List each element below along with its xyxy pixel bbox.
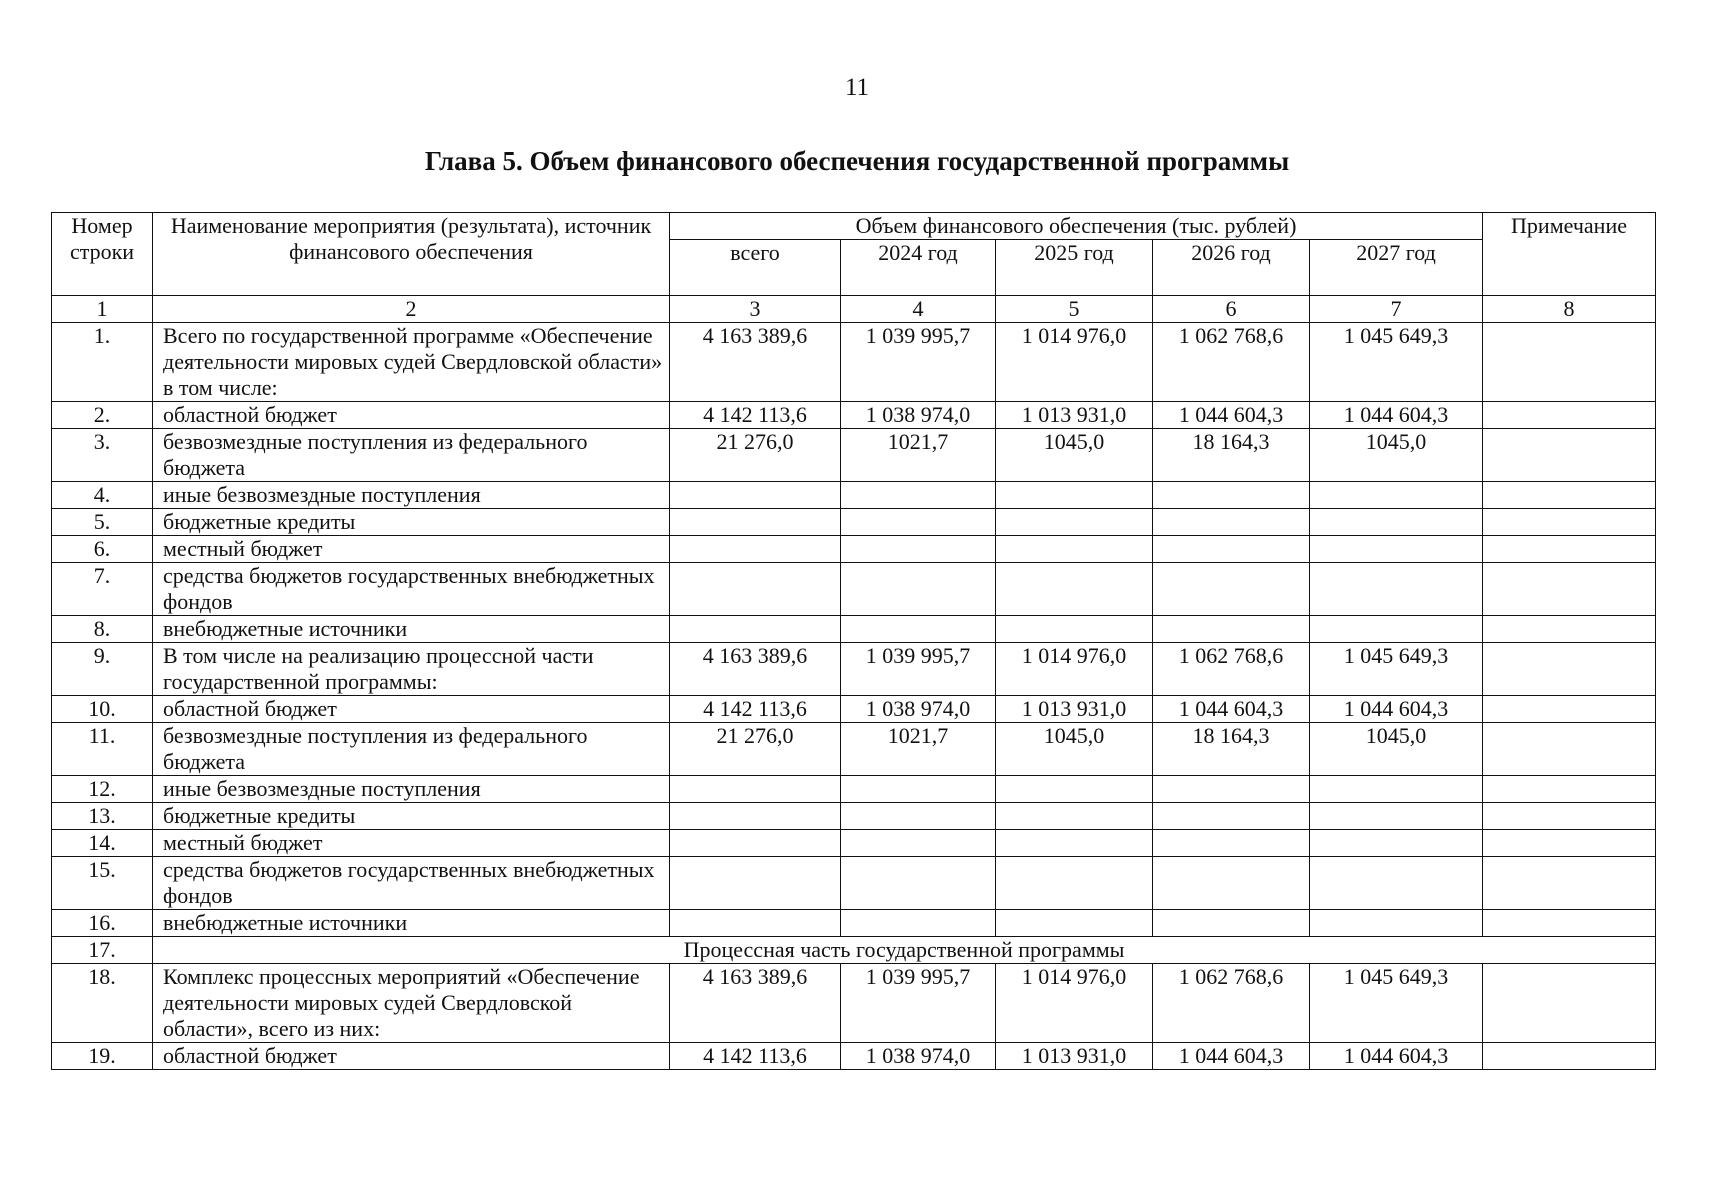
value-2024 — [841, 563, 996, 616]
value-2026 — [1153, 776, 1310, 803]
value-2026: 1 044 604,3 — [1153, 402, 1310, 429]
value-2027 — [1310, 509, 1483, 536]
value-2025 — [996, 536, 1153, 563]
value-2027: 1045,0 — [1310, 723, 1483, 776]
value-2027 — [1310, 563, 1483, 616]
row-number: 2. — [52, 402, 153, 429]
row-number: 17. — [52, 937, 153, 964]
row-note — [1483, 1043, 1656, 1070]
value-2027 — [1310, 857, 1483, 910]
value-2027 — [1310, 776, 1483, 803]
value-total — [670, 830, 841, 857]
value-2027 — [1310, 616, 1483, 643]
value-2025: 1045,0 — [996, 429, 1153, 482]
value-2025: 1 013 931,0 — [996, 1043, 1153, 1070]
value-2024: 1 038 974,0 — [841, 402, 996, 429]
value-total — [670, 482, 841, 509]
row-number: 11. — [52, 723, 153, 776]
value-2024 — [841, 776, 996, 803]
row-number: 16. — [52, 910, 153, 937]
value-2025 — [996, 803, 1153, 830]
chapter-title: Глава 5. Объем финансового обеспечения государственной программы — [424, 146, 1290, 176]
row-name: местный бюджет — [153, 536, 670, 563]
value-total: 4 163 389,6 — [670, 964, 841, 1043]
value-total — [670, 563, 841, 616]
row-note — [1483, 616, 1656, 643]
value-2026: 1 062 768,6 — [1153, 323, 1310, 402]
value-total — [670, 857, 841, 910]
section-row — [52, 937, 1656, 964]
page-number: 11 — [844, 74, 870, 101]
row-note — [1483, 482, 1656, 509]
row-number: 3. — [52, 429, 153, 482]
header-volume: Объем финансового обеспечения (тыс. рублей) — [670, 213, 1483, 240]
row-name: В том числе на реализацию процессной части государственной программы: — [153, 643, 670, 696]
value-2024 — [841, 830, 996, 857]
column-number: 5 — [996, 296, 1153, 323]
row-number: 10. — [52, 696, 153, 723]
value-total — [670, 509, 841, 536]
value-2024: 1 038 974,0 — [841, 1043, 996, 1070]
value-2025 — [996, 563, 1153, 616]
value-total — [670, 910, 841, 937]
value-2026: 18 164,3 — [1153, 429, 1310, 482]
row-name: внебюджетные источники — [153, 910, 670, 937]
value-2027 — [1310, 482, 1483, 509]
value-2026 — [1153, 482, 1310, 509]
value-2025: 1 013 931,0 — [996, 402, 1153, 429]
table-row — [52, 776, 1656, 803]
column-number: 7 — [1310, 296, 1483, 323]
row-number: 14. — [52, 830, 153, 857]
value-2024: 1 038 974,0 — [841, 696, 996, 723]
value-2025: 1045,0 — [996, 723, 1153, 776]
value-2024 — [841, 482, 996, 509]
header-name: Наименование мероприятия (результата), источник финансового обеспечения — [153, 213, 670, 296]
column-number: 1 — [52, 296, 153, 323]
value-2024: 1 039 995,7 — [841, 643, 996, 696]
value-2027: 1 045 649,3 — [1310, 323, 1483, 402]
table-row — [52, 536, 1656, 563]
row-name: Всего по государственной программе «Обеспечение деятельности мировых судей Свердловской области» в том числе: — [153, 323, 670, 402]
value-2026: 1 044 604,3 — [1153, 1043, 1310, 1070]
value-total: 4 142 113,6 — [670, 696, 841, 723]
row-name: бюджетные кредиты — [153, 509, 670, 536]
value-2025 — [996, 776, 1153, 803]
value-2024: 1021,7 — [841, 723, 996, 776]
table-row — [52, 857, 1656, 910]
value-2025: 1 013 931,0 — [996, 696, 1153, 723]
value-2025 — [996, 830, 1153, 857]
value-2026: 1 062 768,6 — [1153, 643, 1310, 696]
row-note — [1483, 563, 1656, 616]
value-2025 — [996, 509, 1153, 536]
table-row — [52, 910, 1656, 937]
table-row — [52, 643, 1656, 696]
value-2025: 1 014 976,0 — [996, 964, 1153, 1043]
table-row — [52, 964, 1656, 1043]
table-row — [52, 723, 1656, 776]
row-number: 4. — [52, 482, 153, 509]
value-2026 — [1153, 616, 1310, 643]
value-2025 — [996, 857, 1153, 910]
value-2026: 18 164,3 — [1153, 723, 1310, 776]
table-row — [52, 803, 1656, 830]
row-number: 15. — [52, 857, 153, 910]
header-2027: 2027 год — [1310, 240, 1483, 296]
row-number: 5. — [52, 509, 153, 536]
row-number: 6. — [52, 536, 153, 563]
value-total — [670, 616, 841, 643]
value-2026 — [1153, 563, 1310, 616]
table-row — [52, 482, 1656, 509]
value-total — [670, 536, 841, 563]
value-2027: 1 045 649,3 — [1310, 964, 1483, 1043]
row-number: 1. — [52, 323, 153, 402]
table-row — [52, 563, 1656, 616]
column-number: 8 — [1483, 296, 1656, 323]
row-note — [1483, 696, 1656, 723]
value-2026 — [1153, 910, 1310, 937]
value-2024 — [841, 910, 996, 937]
value-2024 — [841, 803, 996, 830]
row-name: бюджетные кредиты — [153, 803, 670, 830]
column-number: 2 — [153, 296, 670, 323]
value-2026: 1 062 768,6 — [1153, 964, 1310, 1043]
table-row — [52, 1043, 1656, 1070]
column-number-row — [52, 296, 1656, 323]
value-total: 4 142 113,6 — [670, 402, 841, 429]
row-name: безвозмездные поступления из федерального бюджета — [153, 723, 670, 776]
row-note — [1483, 964, 1656, 1043]
row-name: иные безвозмездные поступления — [153, 482, 670, 509]
row-note — [1483, 910, 1656, 937]
row-name: областной бюджет — [153, 1043, 670, 1070]
row-note — [1483, 857, 1656, 910]
row-name: местный бюджет — [153, 830, 670, 857]
value-total: 4 163 389,6 — [670, 323, 841, 402]
row-number: 19. — [52, 1043, 153, 1070]
row-note — [1483, 402, 1656, 429]
row-number: 7. — [52, 563, 153, 616]
value-2024: 1 039 995,7 — [841, 964, 996, 1043]
value-total — [670, 776, 841, 803]
value-2025 — [996, 910, 1153, 937]
row-name: иные безвозмездные поступления — [153, 776, 670, 803]
value-2024 — [841, 536, 996, 563]
row-note — [1483, 536, 1656, 563]
table-row — [52, 830, 1656, 857]
header-2025: 2025 год — [996, 240, 1153, 296]
value-2025 — [996, 616, 1153, 643]
value-2026 — [1153, 803, 1310, 830]
column-number: 6 — [1153, 296, 1310, 323]
value-total — [670, 803, 841, 830]
row-name: средства бюджетов государственных внебюджетных фондов — [153, 563, 670, 616]
table-row — [52, 696, 1656, 723]
value-2027: 1 044 604,3 — [1310, 1043, 1483, 1070]
row-number: 12. — [52, 776, 153, 803]
value-2026 — [1153, 536, 1310, 563]
header-row-1 — [52, 213, 1656, 240]
row-note — [1483, 723, 1656, 776]
value-2027 — [1310, 830, 1483, 857]
value-total: 4 142 113,6 — [670, 1043, 841, 1070]
header-row-number: Номер строки — [52, 213, 153, 296]
row-note — [1483, 323, 1656, 402]
value-2027 — [1310, 536, 1483, 563]
section-title: Процессная часть государственной программы — [153, 937, 1656, 964]
value-2026: 1 044 604,3 — [1153, 696, 1310, 723]
table-row — [52, 323, 1656, 402]
value-2025: 1 014 976,0 — [996, 323, 1153, 402]
row-number: 8. — [52, 616, 153, 643]
financing-table — [51, 212, 1656, 1070]
value-2025: 1 014 976,0 — [996, 643, 1153, 696]
column-number: 4 — [841, 296, 996, 323]
row-note — [1483, 803, 1656, 830]
header-total: всего — [670, 240, 841, 296]
table-body — [52, 296, 1656, 1070]
row-note — [1483, 509, 1656, 536]
value-2026 — [1153, 509, 1310, 536]
value-2024 — [841, 857, 996, 910]
row-name: безвозмездные поступления из федерального бюджета — [153, 429, 670, 482]
value-total: 21 276,0 — [670, 723, 841, 776]
column-number: 3 — [670, 296, 841, 323]
row-number: 18. — [52, 964, 153, 1043]
header-note: Примечание — [1483, 213, 1656, 296]
row-note — [1483, 643, 1656, 696]
row-name: внебюджетные источники — [153, 616, 670, 643]
value-2027: 1 044 604,3 — [1310, 402, 1483, 429]
value-2026 — [1153, 830, 1310, 857]
row-name: областной бюджет — [153, 696, 670, 723]
value-2024 — [841, 616, 996, 643]
value-2025 — [996, 482, 1153, 509]
value-2027: 1 045 649,3 — [1310, 643, 1483, 696]
value-total: 21 276,0 — [670, 429, 841, 482]
value-2027: 1 044 604,3 — [1310, 696, 1483, 723]
row-number: 13. — [52, 803, 153, 830]
table-row — [52, 509, 1656, 536]
header-2024: 2024 год — [841, 240, 996, 296]
row-name: средства бюджетов государственных внебюджетных фондов — [153, 857, 670, 910]
row-note — [1483, 429, 1656, 482]
value-2026 — [1153, 857, 1310, 910]
table-row — [52, 616, 1656, 643]
value-2027 — [1310, 803, 1483, 830]
row-note — [1483, 776, 1656, 803]
value-2024: 1021,7 — [841, 429, 996, 482]
table-row — [52, 402, 1656, 429]
row-number: 9. — [52, 643, 153, 696]
table-row — [52, 429, 1656, 482]
value-total: 4 163 389,6 — [670, 643, 841, 696]
value-2024: 1 039 995,7 — [841, 323, 996, 402]
value-2027: 1045,0 — [1310, 429, 1483, 482]
row-name: областной бюджет — [153, 402, 670, 429]
header-2026: 2026 год — [1153, 240, 1310, 296]
row-note — [1483, 830, 1656, 857]
value-2027 — [1310, 910, 1483, 937]
row-name: Комплекс процессных мероприятий «Обеспечение деятельности мировых судей Свердловской области», всего из них: — [153, 964, 670, 1043]
value-2024 — [841, 509, 996, 536]
